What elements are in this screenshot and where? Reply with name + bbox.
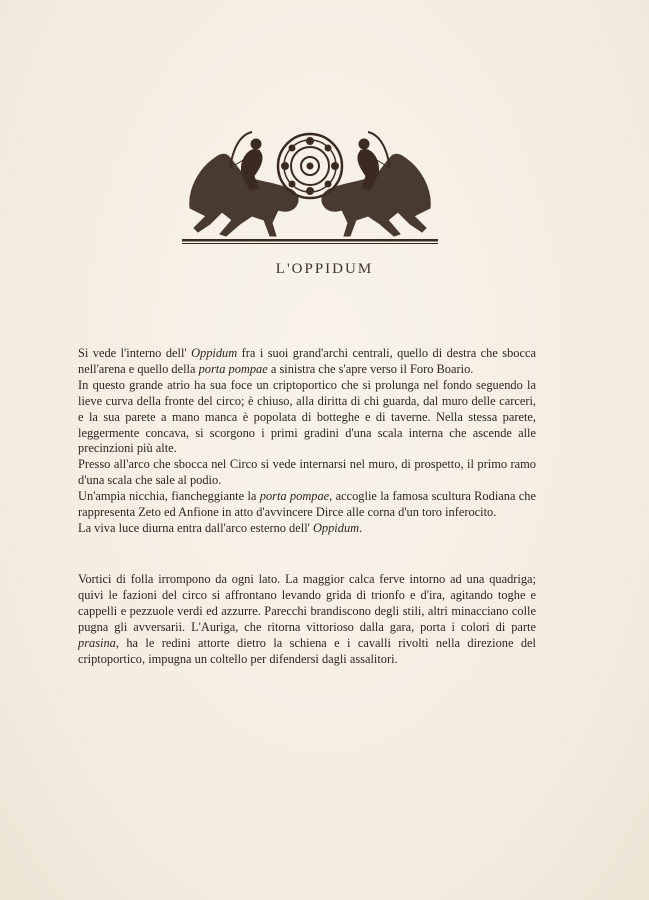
text-run: , accoglie la famosa scultura Rodiana che rappresenta Zeto ed Anfione in atto d'avvincere Dirce alle corna d'un toro inferocito.	[78, 489, 536, 520]
paragraph	[78, 489, 536, 521]
text-run: Si vede l'interno dell'	[78, 346, 192, 360]
text-run: Presso all'arco che sbocca nel Circo si vede internarsi nel muro, di prospetto, il primo ramo d'una scala che sale al podio.	[78, 457, 536, 488]
horsemen-archers-ornament-icon	[180, 128, 440, 248]
text-run: Vortici di folla irrompono da ogni lato. La maggior calca ferve intorno ad una quadriga; quivi le fazioni del circo si affrontano levando grida di trionfo e d'ira, agitando toghe e cappelli e pezzuole verdi ed azzurre. Parecchi brandiscono degli stili, altri minacciano colle pugna gli avversarii. L'Auriga, che ritorna vittorioso dalla gara, porta i colori di parte	[78, 572, 536, 634]
text-run: .	[359, 520, 363, 535]
text-run: , ha le redini attorte dietro la schiena e i cavalli rivolti nella direzione del criptoportico, impugna un coltello per difendersi dagli assalitori.	[78, 635, 536, 666]
italic-text: Oppidum	[312, 520, 360, 535]
section-1	[78, 346, 536, 537]
paragraph	[78, 346, 536, 378]
section-2	[78, 572, 536, 667]
paragraph	[78, 457, 536, 489]
paragraph	[78, 521, 536, 537]
paragraph	[78, 572, 536, 667]
page-title: L'OPPIDUM	[275, 261, 374, 277]
italic-text: prasina	[78, 635, 116, 650]
text-run: fra i suoi grand'archi centrali, quello di destra che sbocca nell'arena e quello della	[78, 346, 536, 376]
text-run: Un'ampia nicchia, fiancheggiante la	[78, 489, 260, 504]
italic-text: porta pompae	[198, 361, 268, 376]
paragraph	[78, 378, 536, 458]
text-run: La viva luce diurna entra dall'arco esterno dell'	[78, 520, 313, 535]
text-run: In questo grande atrio ha sua foce un criptoportico che si prolunga nel fondo seguendo la lieve curva della fronte del circo; è chiuso, alla diritta di chi guarda, dal muro delle carceri, e la sua parete a mano manca è popolata di botteghe e di taverne. Nella stessa parete, leggermente concava, si scorgono i primi gradini d'una scala interna che ascende alle precinzioni più alte.	[78, 377, 536, 456]
italic-text: Oppidum	[191, 346, 238, 360]
text-run: a sinistra che s'apre verso il Foro Boario.	[267, 361, 474, 376]
italic-text: porta pompae	[259, 489, 330, 504]
